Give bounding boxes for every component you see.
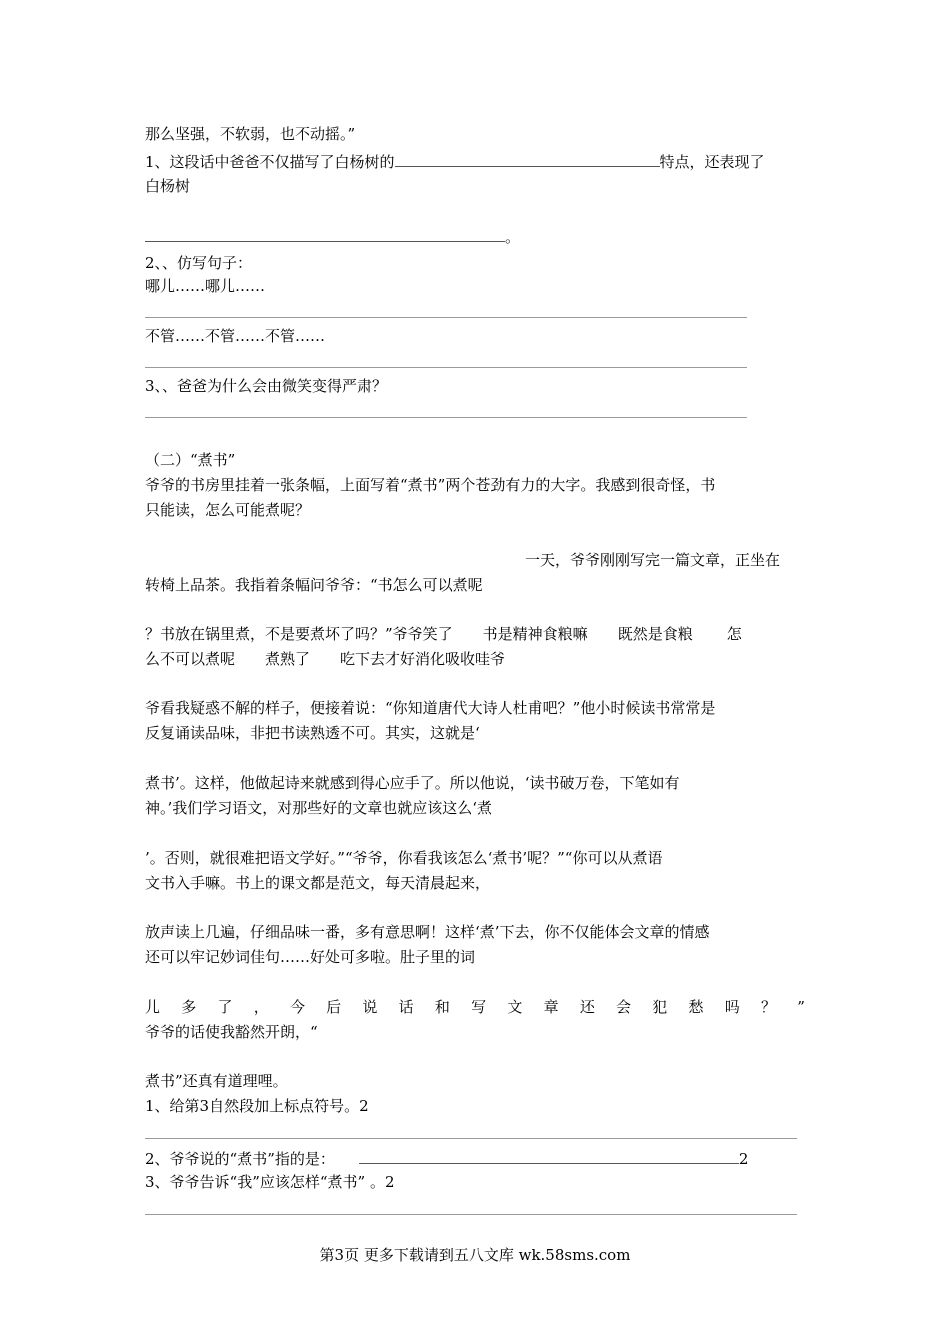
spread-char: 会 [616,998,632,1016]
spread-char: 了 [217,998,233,1016]
answer-line[interactable] [145,1138,797,1139]
question-1-prefix: 1、这段话中爸爸不仅描写了白杨树的 [145,153,395,171]
passage-line: 那么坚强，不软弱，也不动摇。” [145,125,356,143]
paragraph-line: 转椅上品茶。我指着条幅问爷爷：“书怎么可以煮呢 [145,576,483,594]
paragraph-line: 一天，爷爷刚刚写完一篇文章，正坐在 [525,551,781,569]
spread-char: 和 [434,998,450,1016]
page-footer: 第3页 更多下载请到五八文库 wk.58sms.com [319,1246,631,1264]
spread-char: 后 [326,998,342,1016]
spread-char: 还 [579,998,595,1016]
answer-line[interactable] [145,417,747,418]
answer-blank[interactable] [395,150,660,167]
answer-blank[interactable] [145,225,505,242]
spread-char: ， [253,998,269,1016]
text-fragment: ？书放在锅里煮，不是要煮坏了吗？”爷爷笑了 [145,625,453,643]
spread-char: 吗 [724,998,740,1016]
answer-line[interactable] [145,317,747,318]
question-3: 3、爷爷告诉“我”应该怎样“煮书” 。2 [145,1173,395,1191]
question-1: 1、给第3自然段加上标点符号。2 [145,1097,369,1115]
paragraph-line: 只能读，怎么可能煮呢？ [145,501,311,519]
spread-char: 写 [471,998,487,1016]
question-2-prefix: 2、爷爷说的“煮书”指的是： [145,1150,335,1168]
spread-char: 儿 [145,998,161,1016]
text-fragment: 怎 [726,625,742,643]
paragraph-line: 煮书”还真有道理哩。 [145,1072,288,1090]
answer-line[interactable] [145,1214,797,1215]
spread-char: 犯 [652,998,668,1016]
paragraph-line [145,649,505,669]
paragraph-line: 还可以牢记妙词佳句……好处可多啦。肚子里的词 [145,948,476,966]
text-fragment: 么不可以煮呢 [145,650,236,668]
paragraph-line: 神。’我们学习语文，对那些好的文章也就应该这么‘煮 [145,799,493,817]
text-fragment: 书是精神食粮嘛 [482,625,588,643]
spread-char: ？ [760,998,776,1016]
paragraph-line: 放声读上几遍，仔细品味一番，多有意思啊！这样‘煮’下去，你不仅能体会文章的情感 [145,923,710,941]
question-2: 2、、仿写句子： [145,254,253,272]
paragraph-line: 煮书’。这样，他做起诗来就感到得心应手了。所以他说，‘读书破万卷，下笔如有 [145,774,680,792]
spread-char: 章 [543,998,559,1016]
question-1-line2: 白杨树 [145,177,191,195]
spread-char: 说 [362,998,378,1016]
spread-char: 多 [181,998,197,1016]
score: 2 [738,1150,749,1168]
text-fragment: 吃下去才好消化吸收哇爷 [340,650,506,668]
paragraph-line: 文书入手嘛。书上的课文都是范文，每天清晨起来， [145,874,491,892]
spread-char: ” [797,998,805,1016]
question-1-suffix: 特点，还表现了 [659,153,765,171]
question-2-pattern-b: 不管……不管……不管…… [145,327,326,345]
spread-char: 今 [289,998,305,1016]
paragraph-line: ’。否则，就很难把语文学好。”“爷爷，你看我该怎么‘煮书’呢？”“你可以从煮语 [145,849,663,867]
spread-char: 文 [507,998,523,1016]
paragraph-line: 爷爷的话使我豁然开朗，“ [145,1023,318,1041]
answer-line-row [145,225,520,247]
question-2-pattern-a: 哪儿……哪儿…… [145,277,266,295]
paragraph-line: 爷看我疑惑不解的样子，便接着说：“你知道唐代大诗人杜甫吧？”他小时候读书常常是 [145,699,716,717]
spread-char: 话 [398,998,414,1016]
paragraph-line: 反复诵读品味，非把书读熟透不可。其实，这就是‘ [145,724,480,742]
paragraph-line [145,624,742,644]
question-2 [145,1147,748,1169]
paragraph-line: 爷爷的书房里挂着一张条幅，上面写着“煮书”两个苍劲有力的大字。我感到很奇怪，书 [145,476,716,494]
question-3: 3、、爸爸为什么会由微笑变得严肃？ [145,377,388,395]
answer-blank[interactable] [359,1147,739,1164]
section-heading: （二）“煮书” [145,451,236,469]
text-fragment: 煮熟了 [265,650,311,668]
text-fragment: 既然是食粮 [617,625,693,643]
answer-line[interactable] [145,367,747,368]
question-1-end: 。 [505,228,521,246]
paragraph-line-justified [145,997,805,1017]
spread-char: 愁 [688,998,704,1016]
question-1 [145,150,765,172]
